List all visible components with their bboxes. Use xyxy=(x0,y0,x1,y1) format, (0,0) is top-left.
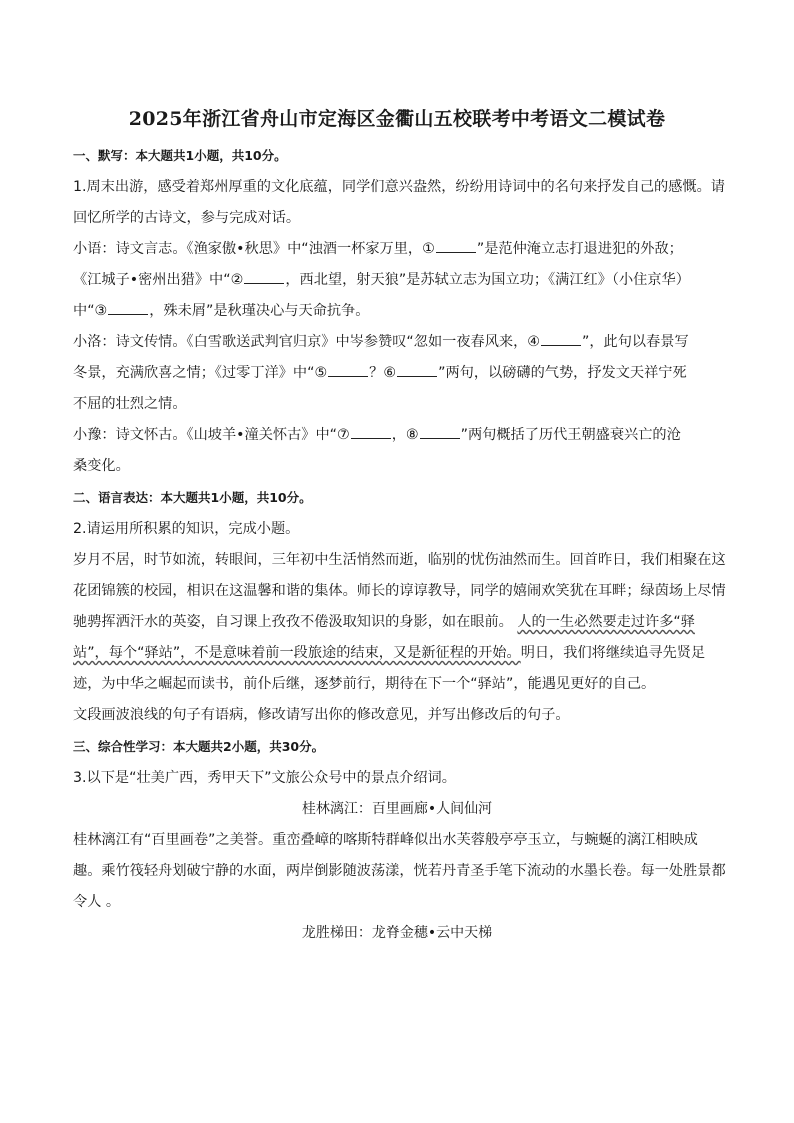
q2-line-1: 2.请运用所积累的知识，完成小题。 xyxy=(73,521,300,537)
q1-line-8: 不屈的壮烈之情。 xyxy=(73,396,187,412)
q2-line-6: 迹，为中华之崛起而读书，前仆后继，逐梦前行，期待在下一个“驿站”，能遇见更好的自己。 xyxy=(73,676,656,692)
q1-line-6-part-a: 小洛：诗文传情。《白雪歌送武判官归京》中岑参赞叹“忽如一夜春风来，④ xyxy=(73,334,540,350)
q2-line-7: 文段画波浪线的句子有语病，修改请写出你的修改意见，并写出修改后的句子。 xyxy=(73,707,570,723)
q2-line-5-part-b: 明日，我们将继续追寻先贤足 xyxy=(520,645,706,661)
q2-line-4 xyxy=(73,611,725,631)
q1-line-5-part-a: 中“③ xyxy=(73,303,108,319)
answer-blank-8[interactable] xyxy=(420,426,460,439)
q1-line-7-part-a: 冬景，充满欣喜之情；《过零丁洋》中“⑤ xyxy=(73,365,328,381)
q2-line-3: 花团锦簇的校园，相识在这温馨和谐的集体。师长的谆谆教导，同学的嬉闹欢笑犹在耳畔；绿茵场上尽情 xyxy=(73,583,726,599)
answer-blank-6[interactable] xyxy=(397,364,437,377)
q1-line-3-part-a: 小语：诗文言志。《渔家傲•秋思》中“浊酒一杯家万里，① xyxy=(73,241,435,257)
answer-blank-3[interactable] xyxy=(108,302,148,315)
q1-line-9 xyxy=(73,424,725,444)
q2-line-2: 岁月不居，时节如流，转眼间，三年初中生活悄然而逝，临别的忧伤油然而生。回首昨日，我们相聚在这 xyxy=(73,552,726,568)
answer-blank-5[interactable] xyxy=(328,364,368,377)
q1-line-9-part-a: 小豫：诗文怀古。《山坡羊•潼关怀古》中“⑦ xyxy=(73,427,350,443)
q3-line-1: 3.以下是“壮美广西，秀甲天下”文旅公众号中的景点介绍词。 xyxy=(73,770,456,786)
q1-line-10: 桑变化。 xyxy=(73,458,130,474)
q1-line-4-part-b: ，西北望，射天狼”是苏轼立志为国立功；《满江红》（小住京华） xyxy=(285,272,690,288)
page-title: 2025年浙江省舟山市定海区金衢山五校联考中考语文二模试卷 xyxy=(128,108,666,130)
answer-blank-7[interactable] xyxy=(351,426,391,439)
section-heading-1: 一、默写：本大题共1小题，共10分。 xyxy=(73,148,287,163)
wavy-underlined-sentence-part-1: 人的一生必然要走过许多“驿 xyxy=(517,614,695,630)
q1-line-3 xyxy=(73,238,725,258)
q1-line-6 xyxy=(73,331,725,351)
q1-line-2: 回忆所学的古诗文，参与完成对话。 xyxy=(73,210,301,226)
answer-blank-1[interactable] xyxy=(436,240,476,253)
section-heading-3: 三、综合性学习：本大题共2小题，共30分。 xyxy=(73,739,325,754)
q1-line-4-part-a: 《江城子•密州出猎》中“② xyxy=(73,272,244,288)
q1-line-7 xyxy=(73,362,725,382)
q1-line-6-part-b: ”，此句以春景写 xyxy=(581,334,689,350)
answer-blank-4[interactable] xyxy=(541,333,581,346)
section-heading-2: 二、语言表达：本大题共1小题，共10分。 xyxy=(73,490,312,505)
q2-line-5 xyxy=(73,642,725,662)
q3-subheading-1: 桂林漓江：百里画廊•人间仙河 xyxy=(301,801,493,817)
q3-line-3: 趣。乘竹筏轻舟划破宁静的水面，两岸倒影随波荡漾，恍若丹青圣手笔下流动的水墨长卷。每一处胜景都 xyxy=(73,863,726,879)
q3-subheading-2: 龙胜梯田：龙脊金穗•云中天梯 xyxy=(301,925,493,941)
q1-line-4 xyxy=(73,269,725,289)
q1-line-5-part-b: ，殊未屑”是秋瑾决心与天命抗争。 xyxy=(149,303,370,319)
q3-line-4: 令人 。 xyxy=(73,894,121,910)
wavy-underlined-sentence-part-2: 站”，每个“驿站”，不是意味着前一段旅途的结束，又是新征程的开始。 xyxy=(73,645,521,661)
q1-line-1: 1.周末出游，感受着郑州厚重的文化底蕴，同学们意兴盎然，纷纷用诗词中的名句来抒发自己的感慨。请 xyxy=(73,179,725,195)
q1-line-7-part-b: ？⑥ xyxy=(369,365,397,381)
q1-line-5 xyxy=(73,300,725,320)
q2-line-4-part-a: 驰骋挥洒汗水的英姿，自习课上孜孜不倦汲取知识的身影，如在眼前。 xyxy=(73,614,513,630)
q1-line-9-part-c: ”两句概括了历代王朝盛衰兴亡的沧 xyxy=(460,427,681,443)
q1-line-9-part-b: ，⑧ xyxy=(391,427,419,443)
q3-line-2: 桂林漓江有“百里画卷”之美誉。重峦叠嶂的喀斯特群峰似出水芙蓉般亭亭玉立，与蜿蜒的漓江相映成 xyxy=(73,832,698,848)
q1-line-7-part-c: ”两句，以磅礴的气势，抒发文天祥宁死 xyxy=(438,365,687,381)
answer-blank-2[interactable] xyxy=(244,271,284,284)
q1-line-3-part-b: ”是范仲淹立志打退进犯的外敌； xyxy=(476,241,683,257)
